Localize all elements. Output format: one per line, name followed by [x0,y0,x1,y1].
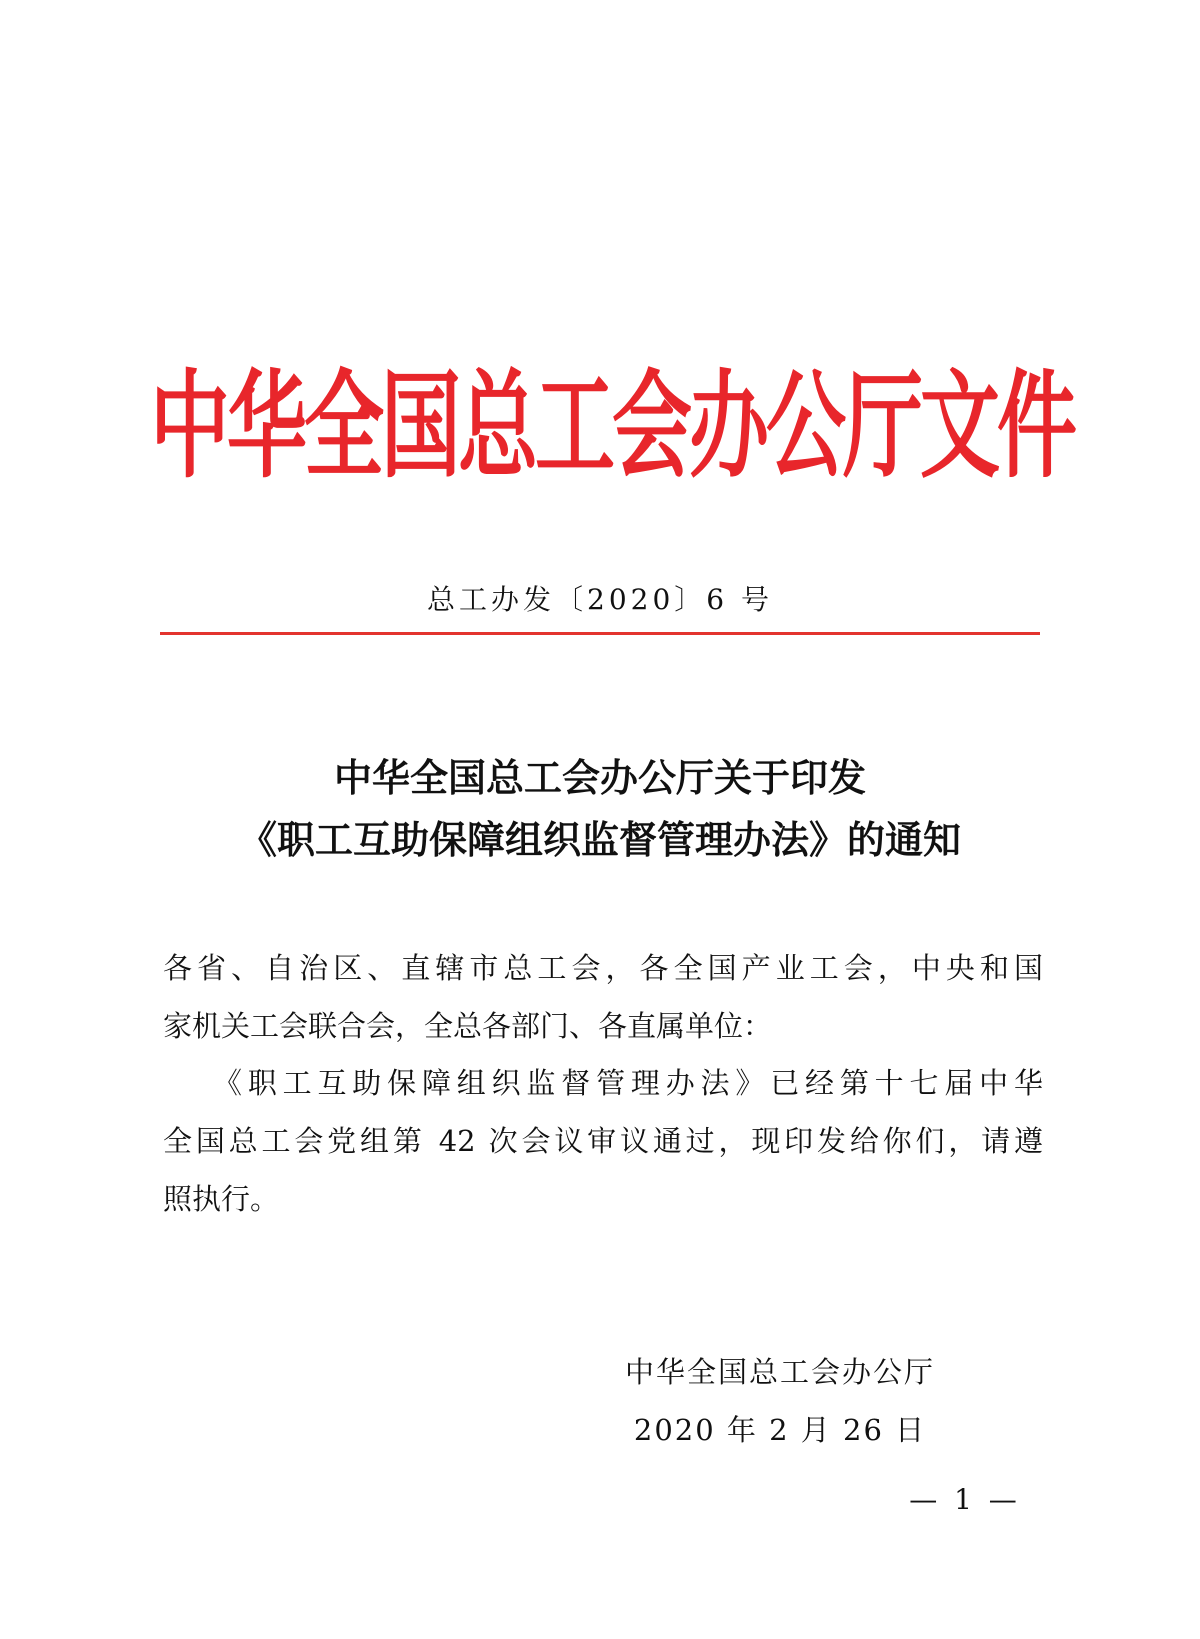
notice-title-line-1: 中华全国总工会办公厅关于印发 [333,755,866,800]
signature-date: 2020 年 2 月 26 日 [633,1413,927,1447]
body-paragraph-line-3: 照执行。 [163,1182,280,1216]
document-number: 总工办发〔2020〕6 号 [427,583,773,616]
body-paragraph-line-2: 全国总工会党组第 42 次会议审议通过，现印发给你们，请遵 [163,1124,1043,1158]
body-paragraph-line-1: 《职工互助保障组织监督管理办法》已经第十七届中华 [213,1066,1043,1100]
addressee-line-1: 各省、自治区、直辖市总工会，各全国产业工会，中央和国 [163,951,1043,985]
page-number: — 1 — [909,1483,1021,1516]
signature-organization: 中华全国总工会办公厅 [624,1355,935,1389]
masthead-title: 中华全国总工会办公厅文件 [150,358,1074,494]
red-divider-line [160,632,1040,635]
notice-title-line-2: 《职工互助保障组织监督管理办法》的通知 [238,817,961,862]
addressee-line-2: 家机关工会联合会，全总各部门、各直属单位： [163,1009,773,1043]
